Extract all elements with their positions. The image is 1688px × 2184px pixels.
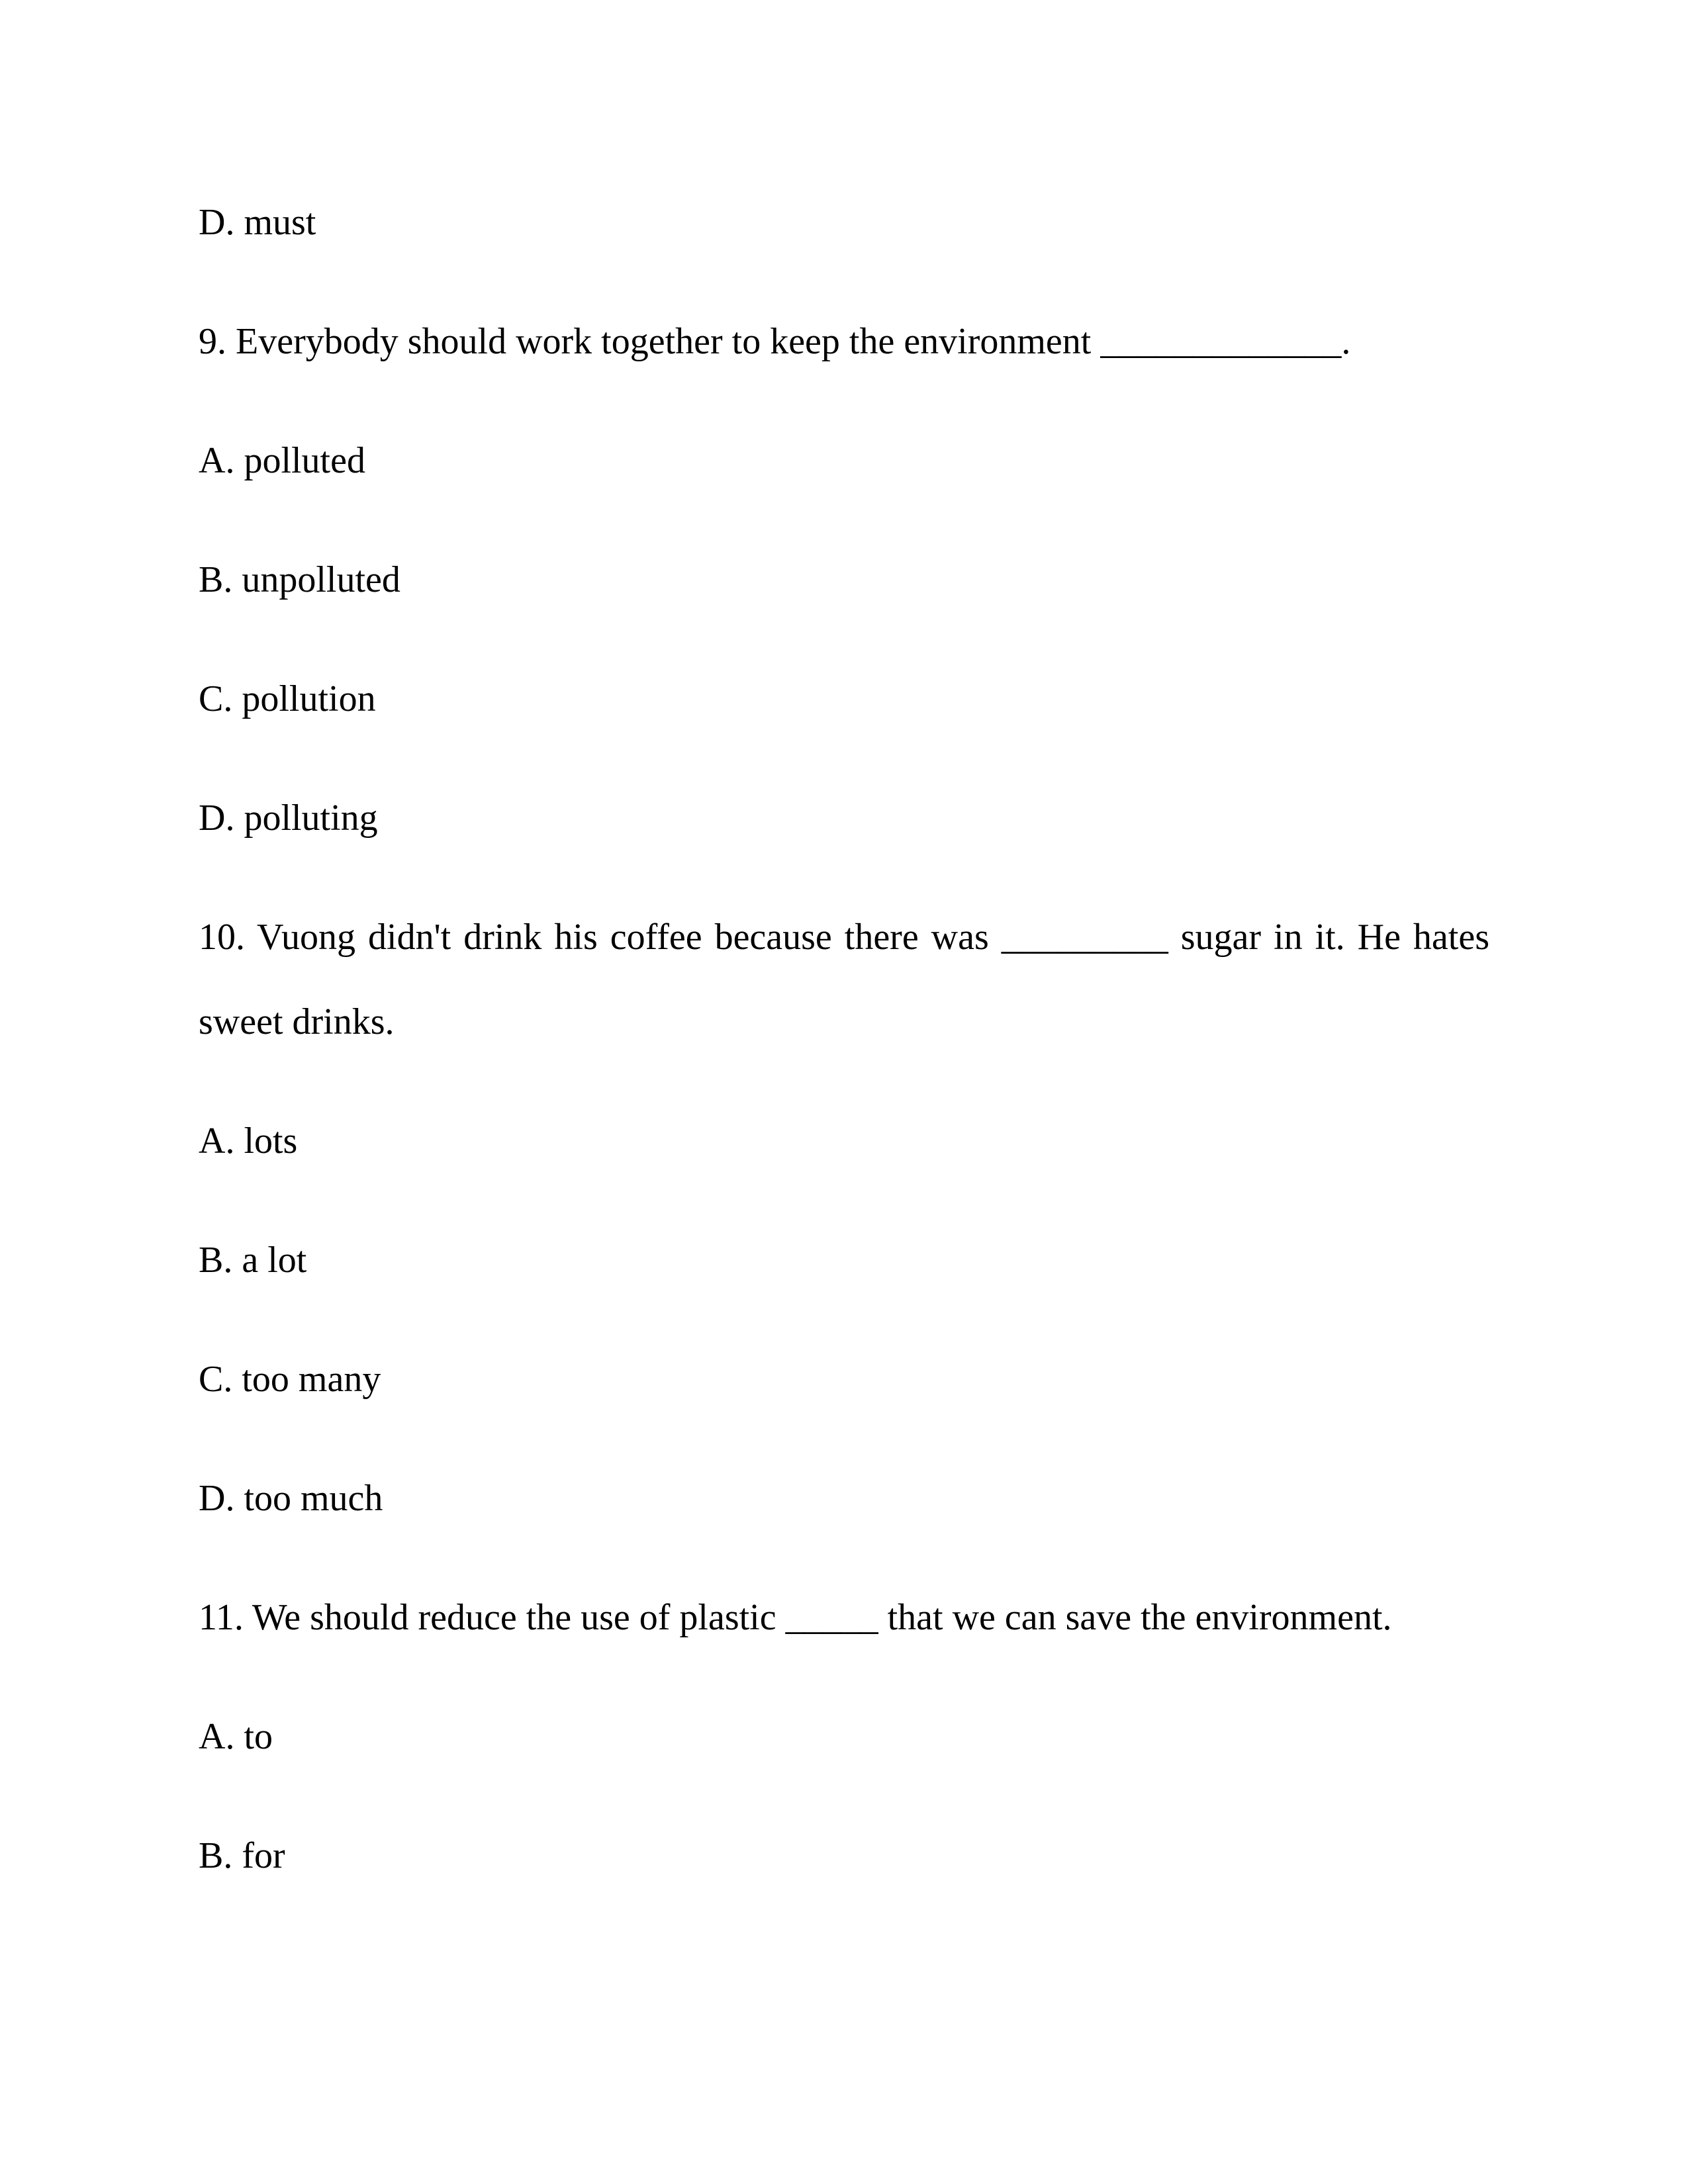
question-10-prompt-line-2: sweet drinks.: [199, 1001, 395, 1042]
question-10-option-b: B. a lot: [199, 1240, 307, 1281]
carryover-option-d: D. must: [199, 202, 316, 243]
question-11-option-a: A. to: [199, 1716, 273, 1757]
question-10-prompt-line-1: 10. Vuong didn't drink his coffee because there was _________ sugar in it. He hates: [199, 917, 1489, 958]
question-9-option-d: D. polluting: [199, 797, 378, 839]
question-9-option-c: C. pollution: [199, 678, 376, 719]
question-11-option-b: B. for: [199, 1835, 285, 1876]
question-9-option-a: A. polluted: [199, 440, 365, 481]
question-10-option-d: D. too much: [199, 1478, 383, 1519]
question-11-prompt: 11. We should reduce the use of plastic _____ that we can save the environment.: [199, 1597, 1392, 1638]
question-9-option-b: B. unpolluted: [199, 559, 400, 600]
question-9-prompt: 9. Everybody should work together to keep the environment _____________.: [199, 321, 1351, 362]
question-10-option-a: A. lots: [199, 1120, 298, 1161]
question-10-option-c: C. too many: [199, 1359, 381, 1400]
